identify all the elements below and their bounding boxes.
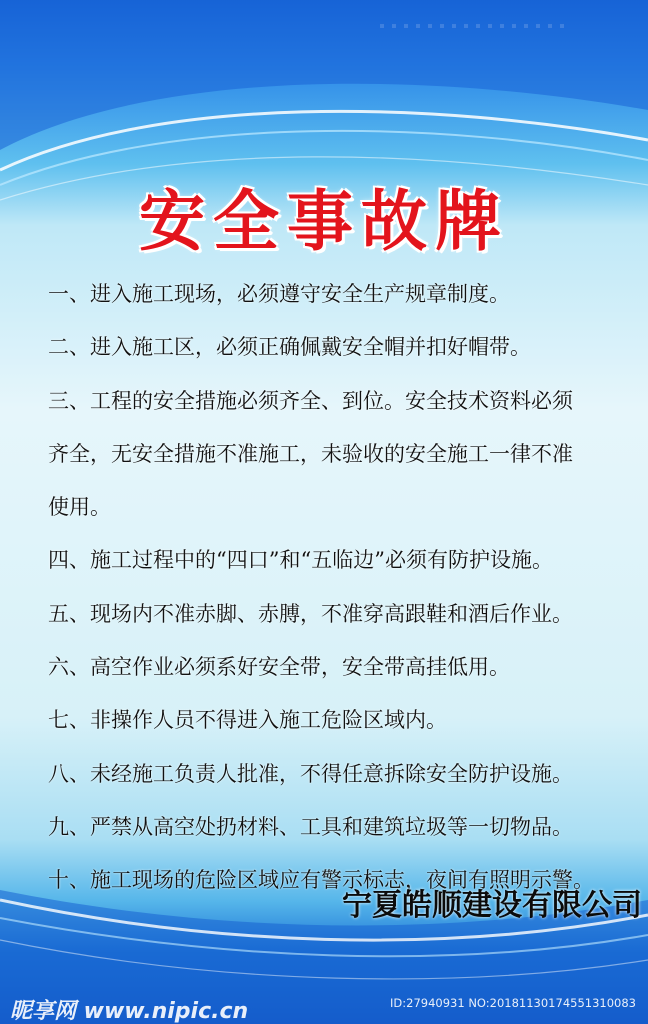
rule-line: 四、施工过程中的“四口”和“五临边”必须有防护设施。 xyxy=(48,548,553,573)
watermark-site: 昵享网 www.nipic.cn xyxy=(10,999,249,1024)
rule-line: 五、现场内不准赤脚、赤膊，不准穿高跟鞋和酒后作业。 xyxy=(48,601,573,626)
company-name: 宁夏皓顺建设有限公司 xyxy=(342,888,642,923)
rule-line: 三、工程的安全措施必须齐全、到位。安全技术资料必须 xyxy=(48,388,573,413)
rule-line: 九、严禁从高空处扔材料、工具和建筑垃圾等一切物品。 xyxy=(48,814,573,839)
rule-line: 一、进入施工现场，必须遵守安全生产规章制度。 xyxy=(48,282,510,306)
safety-rules-list xyxy=(48,268,642,908)
rule-line: 使用。 xyxy=(48,495,111,520)
rule-line: 八、未经施工负责人批准，不得任意拆除安全防护设施。 xyxy=(48,761,573,786)
watermark-id: ID:27940931 NO:20181130174551310083 xyxy=(390,996,636,1010)
sign-title: 安全事故牌 xyxy=(139,183,509,260)
rule-line: 十、施工现场的危险区域应有警示标志，夜间有照明示警。 xyxy=(48,868,594,893)
rule-line: 六、高空作业必须系好安全带，安全带高挂低用。 xyxy=(48,655,510,680)
rule-line: 二、进入施工区，必须正确佩戴安全帽并扣好帽带。 xyxy=(48,335,531,360)
rule-line: 齐全，无安全措施不准施工，未验收的安全施工一律不准 xyxy=(48,441,573,466)
rule-line: 七、非操作人员不得进入施工危险区域内。 xyxy=(48,708,447,733)
